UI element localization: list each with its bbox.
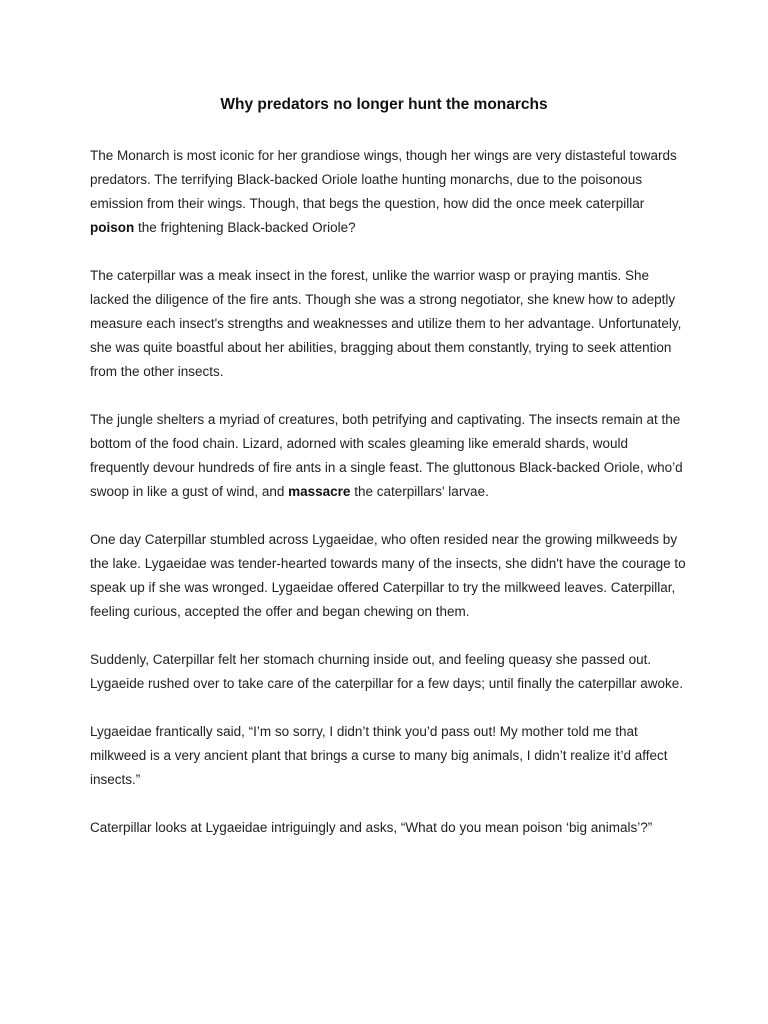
paragraph-1-text-b: the frightening Black-backed Oriole? — [134, 220, 356, 235]
paragraph-5: Suddenly, Caterpillar felt her stomach churning inside out, and feeling queasy she passed out. Lygaeide rushed over to take care of the caterpillar for a few days; until finally the caterpillar awoke. — [90, 652, 684, 691]
paragraph-6: Lygaeidae frantically said, “I’m so sorry, I didn’t think you’d pass out! My mother told me that milkweed is a very ancient plant that brings a curse to many big animals, I didn’t realize it’d affect insects.” — [90, 724, 668, 787]
paragraph-4: One day Caterpillar stumbled across Lygaeidae, who often resided near the growing milkweeds by the lake. Lygaeidae was tender-hearted towards many of the insects, she didn't have the courage to speak up if she was wronged. Lygaeidae offered Caterpillar to try the milkweed leaves. Caterpillar, feeling curious, accepted the offer and began chewing on them. — [90, 532, 686, 619]
paragraph-3-text-b: the caterpillars' larvae. — [350, 484, 489, 499]
paragraph-1-text-a: The Monarch is most iconic for her grandiose wings, though her wings are very distasteful towards predators. The terrifying Black-backed Oriole loathe hunting monarchs, due to the poisonous emission from their wings. Though, that begs the question, how did the once meek caterpillar — [90, 148, 677, 211]
paragraph-7: Caterpillar looks at Lygaeidae intriguingly and asks, “What do you mean poison ‘big animals’?” — [90, 820, 653, 835]
paragraph-3 — [90, 408, 690, 504]
paragraph-2: The caterpillar was a meak insect in the forest, unlike the warrior wasp or praying mantis. She lacked the diligence of the fire ants. Though she was a strong negotiator, she knew how to adeptly measure each insect's strengths and weaknesses and utilize them to her advantage. Unfortunately, she was quite boastful about her abilities, bragging about them constantly, trying to seek attention from the other insects. — [90, 268, 682, 379]
document-body — [90, 144, 690, 864]
paragraph-3-bold: massacre — [288, 484, 351, 499]
paragraph-1-bold: poison — [90, 220, 135, 235]
document-title: Why predators no longer hunt the monarchs — [220, 96, 548, 113]
paragraph-3-text-a: The jungle shelters a myriad of creatures, both petrifying and captivating. The insects remain at the bottom of the food chain. Lizard, adorned with scales gleaming like emerald shards, would frequently devour hundreds of fire ants in a single feast. The gluttonous Black-backed Oriole, who’d swoop in like a gust of wind, and — [90, 412, 683, 499]
paragraph-1 — [90, 144, 690, 240]
